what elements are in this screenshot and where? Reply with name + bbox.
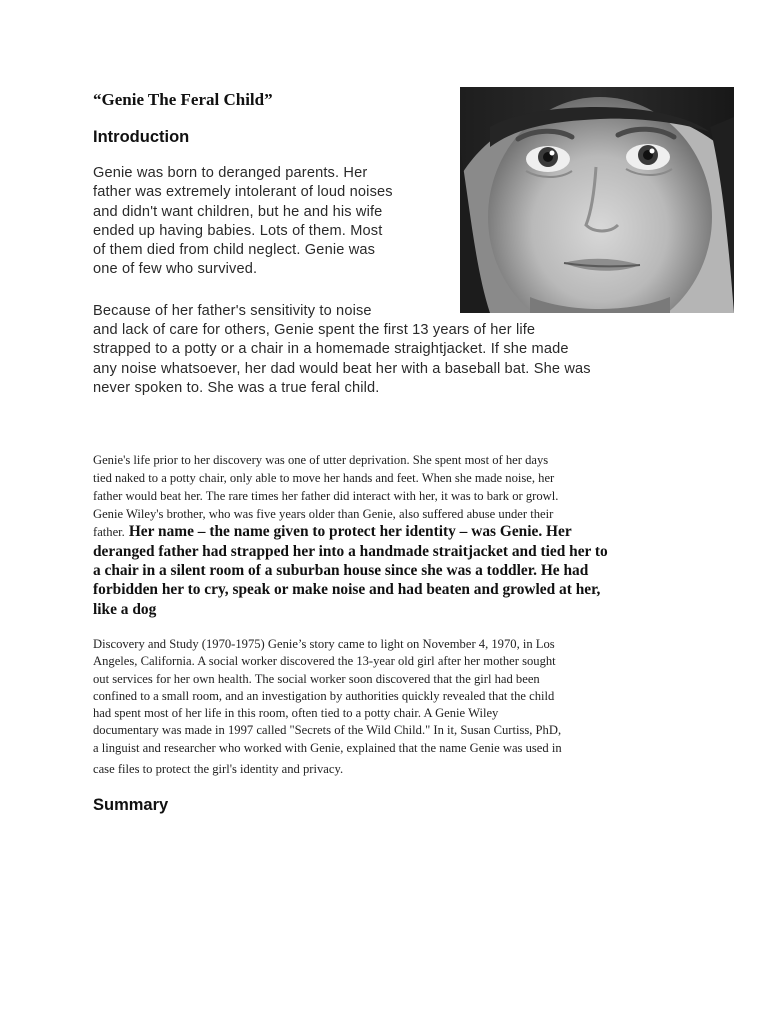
- discovery-line: a linguist and researcher who worked with Genie, explained that the name Genie was used in: [93, 740, 562, 755]
- noise-paragraph-rest: [93, 321, 693, 398]
- intro-line: of them died from child neglect. Genie was: [93, 242, 376, 259]
- discovery-line: had spent most of her life in this room, often tied to a potty chair. A Genie Wiley: [93, 706, 499, 721]
- intro-line: father was extremely intolerant of loud noises: [93, 184, 393, 201]
- discovery-line: out services for her own health. The social worker soon discovered that the girl had been: [93, 671, 540, 686]
- bold-line: deranged father had strapped her into a handmade straitjacket and tied her to: [93, 542, 608, 560]
- intro-line: ended up having babies. Lots of them. Most: [93, 222, 383, 239]
- noise-line: strapped to a potty or a chair in a homemade straightjacket. If she made: [93, 341, 569, 358]
- mixed-line: [93, 522, 673, 541]
- discovery-line: confined to a small room, and an investigation by authorities quickly revealed that the child: [93, 688, 555, 703]
- noise-line: Because of her father's sensitivity to noise: [93, 303, 372, 319]
- portrait-photo: [460, 87, 734, 313]
- intro-line: and didn't want children, but he and his wife: [93, 203, 383, 220]
- document-title: “Genie The Feral Child”: [93, 90, 273, 109]
- deprivation-line: father would beat her. The rare times her father did interact with her, it was to bark or growl.: [93, 489, 559, 504]
- noise-line: any noise whatsoever, her dad would beat her with a baseball bat. She was: [93, 360, 591, 377]
- deprivation-line: tied naked to a potty chair, only able to move her hands and feet. When she made noise, her: [93, 471, 555, 486]
- deprivation-line: father.: [93, 525, 125, 540]
- intro-paragraph: [93, 164, 453, 280]
- deprivation-section: [93, 451, 673, 619]
- discovery-line: documentary was made in 1997 called "Secrets of the Wild Child." In it, Susan Curtiss, PhD,: [93, 723, 562, 738]
- introduction-heading: Introduction: [93, 128, 190, 146]
- discovery-line: Discovery and Study (1970-1975) Genie’s story came to light on November 4, 1970, in Los: [93, 637, 555, 651]
- intro-line: Genie was born to deranged parents. Her: [93, 165, 368, 181]
- discovery-line: Angeles, California. A social worker discovered the 13-year old girl after her mother sought: [93, 654, 556, 669]
- noise-line: and lack of care for others, Genie spent the first 13 years of her life: [93, 322, 536, 338]
- bold-line: like a dog: [93, 600, 157, 618]
- intro-line: one of few who survived.: [93, 261, 258, 278]
- deprivation-paragraph: [93, 451, 673, 523]
- deprivation-line: Genie's life prior to her discovery was one of utter deprivation. She spent most of her days: [93, 453, 549, 467]
- deprivation-line: Genie Wiley's brother, who was five years older than Genie, also suffered abuse under their: [93, 507, 554, 522]
- bold-paragraph: [93, 542, 673, 619]
- discovery-line: case files to protect the girl's identity and privacy.: [93, 762, 344, 776]
- summary-heading: Summary: [93, 796, 169, 814]
- discovery-paragraph: [93, 636, 673, 757]
- bold-line: Her name – the name given to protect her identity – was Genie. Her: [128, 523, 572, 541]
- noise-paragraph-start: [93, 302, 453, 321]
- bold-line: a chair in a silent room of a suburban house since she was a toddler. He had: [93, 561, 589, 579]
- bold-line: forbidden her to cry, speak or make noise and had beaten and growled at her,: [93, 581, 601, 599]
- noise-line: never spoken to. She was a true feral child.: [93, 379, 380, 396]
